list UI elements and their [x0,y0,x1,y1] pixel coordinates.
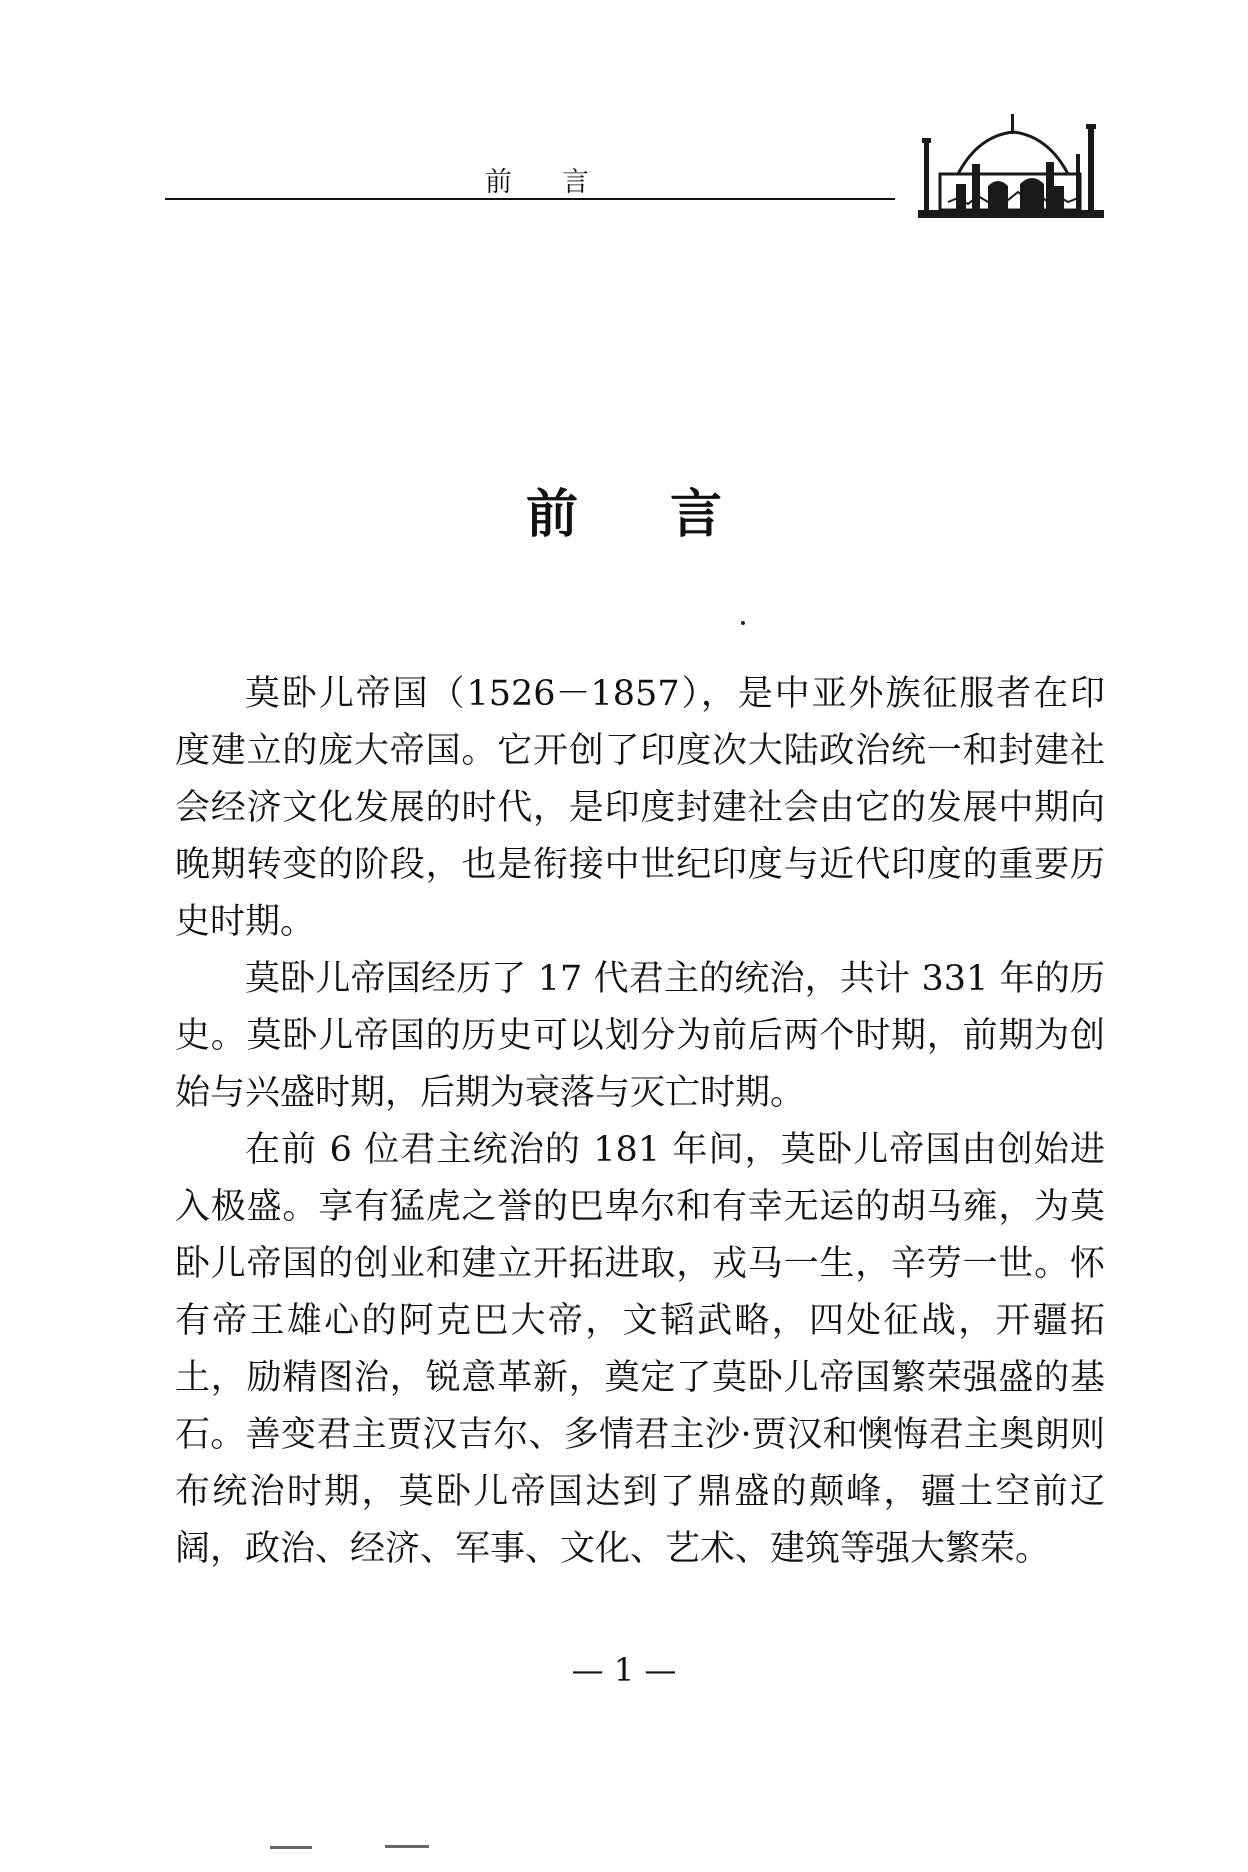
stray-dot [741,621,745,625]
page-number: — 1 — [571,1651,677,1689]
paragraph-1: 莫卧儿帝国（1526－1857），是中亚外族征服者在印度建立的庞大帝国。它开创了印度次大陆政治统一和封建社会经济文化发展的时代，是印度封建社会由它的发展中期向晚期转变的阶段，也是衔接中世纪印度与近代印度的重要历史时期。 [175,674,1105,942]
header-rule [165,198,895,200]
running-header-title: 前言 [485,167,639,198]
mughal-architecture-icon [918,114,1104,218]
paragraph-3: 在前 6 位君主统治的 181 年间，莫卧儿帝国由创始进入极盛。享有猛虎之誉的巴卑尔和有幸无运的胡马雍，为莫卧儿帝国的创业和建立开拓进取，戎马一生，辛劳一世。怀有帝王雄心的阿克巴大帝，文韬武略，四处征战，开疆拓土，励精图治，锐意革新，奠定了莫卧儿帝国繁荣强盛的基石。善变君主贾汉吉尔、多情君主沙·贾汉和懊悔君主奥朗则布统治时期，莫卧儿帝国达到了鼎盛的颠峰，疆土空前辽阔，政治、经济、军事、文化、艺术、建筑等强大繁荣。 [175,1130,1105,1569]
scan-artifact [385,1845,429,1848]
body-text [175,666,1105,1578]
page-title: 前言 [525,484,814,545]
scan-artifact [270,1846,312,1849]
paragraph-2: 莫卧儿帝国经历了 17 代君主的统治，共计 331 年的历史。莫卧儿帝国的历史可以划分为前后两个时期，前期为创始与兴盛时期，后期为衰落与灭亡时期。 [175,959,1105,1113]
